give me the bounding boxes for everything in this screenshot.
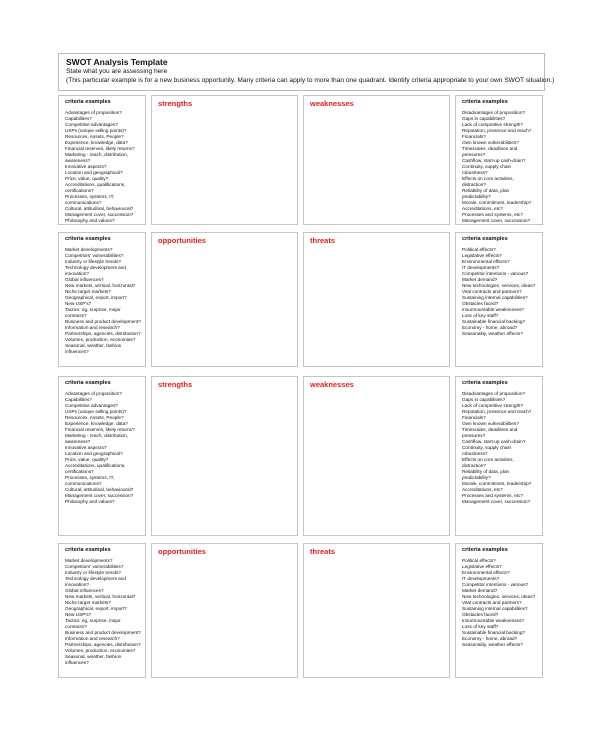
strengths-criteria-box xyxy=(58,376,146,536)
criteria-item: Effects on core activities, xyxy=(462,176,514,181)
weaknesses-box[interactable] xyxy=(303,95,450,225)
criteria-item: Environmental effects? xyxy=(462,259,510,264)
criteria-item: Competitors' vulnerabilities? xyxy=(65,253,124,258)
criteria-item: Loss of key staff? xyxy=(462,313,499,318)
criteria-item: Volumes, production, economies? xyxy=(65,337,136,342)
opportunities-criteria-box xyxy=(58,543,146,678)
criteria-item: pressures? xyxy=(462,152,486,157)
criteria-item: Market developments? xyxy=(65,558,113,563)
strengths-box[interactable] xyxy=(151,376,298,536)
criteria-item: Business and product development? xyxy=(65,630,141,635)
header-box xyxy=(58,53,555,91)
criteria-item: Partnerships, agencies, distribution? xyxy=(65,642,141,647)
opportunities-box[interactable] xyxy=(151,543,298,678)
criteria-item: Sustaining internal capabilities? xyxy=(462,295,528,300)
criteria-item: Reliability of data, plan xyxy=(462,188,510,193)
criteria-item: Effects on core activities, xyxy=(462,457,514,462)
threats-criteria-box xyxy=(455,543,543,678)
criteria-heading: criteria examples xyxy=(65,236,111,242)
criteria-item: Innovative aspects? xyxy=(65,164,107,169)
criteria-item: Price, value, quality? xyxy=(65,176,109,181)
criteria-item: Geographical, export, import? xyxy=(65,295,127,300)
criteria-item: Industry or lifestyle trends? xyxy=(65,570,122,575)
criteria-item: Seasonal, weather, fashion xyxy=(65,654,122,659)
opportunities-criteria-list xyxy=(65,247,139,355)
criteria-item: Marketing - reach, distribution, xyxy=(65,152,129,157)
criteria-item: Processes and systems, etc? xyxy=(462,493,523,498)
criteria-item: Morale, commitment, leadership? xyxy=(462,200,532,205)
threats-box[interactable] xyxy=(303,232,450,367)
criteria-item: Volumes, production, economies? xyxy=(65,648,136,653)
criteria-item: pressures? xyxy=(462,433,486,438)
criteria-item: USPs (unique selling points)? xyxy=(65,409,127,414)
criteria-item: distraction? xyxy=(462,463,486,468)
criteria-item: Location and geographical? xyxy=(65,170,123,175)
criteria-item: innovation? xyxy=(65,271,89,276)
criteria-item: Financials? xyxy=(462,134,486,139)
criteria-item: Insurmountable weaknesses? xyxy=(462,618,525,623)
criteria-item: Resources, Assets, People? xyxy=(65,415,124,420)
criteria-item: influences? xyxy=(65,660,89,665)
criteria-item: Financial reserves, likely returns? xyxy=(65,146,135,151)
criteria-item: Cashflow, start-up cash-drain? xyxy=(462,439,526,444)
criteria-item: Market demand? xyxy=(462,588,498,593)
criteria-item: Continuity, supply chain xyxy=(462,164,512,169)
criteria-item: New markets, vertical, horizontal? xyxy=(65,283,136,288)
criteria-item: Experience, knowledge, data? xyxy=(65,421,128,426)
criteria-heading: criteria examples xyxy=(462,380,508,386)
criteria-item: awareness? xyxy=(65,439,91,444)
threats-criteria-box xyxy=(455,232,543,367)
criteria-item: Seasonality, weather effects? xyxy=(462,331,523,336)
criteria-item: Seasonal, weather, fashion xyxy=(65,343,122,348)
criteria-item: Information and research? xyxy=(65,325,120,330)
criteria-item: Own known vulnerabilities? xyxy=(462,421,519,426)
criteria-item: Reputation, presence and reach? xyxy=(462,409,532,414)
criteria-item: certifications? xyxy=(65,188,94,193)
opportunities-box[interactable] xyxy=(151,232,298,367)
criteria-item: Location and geographical? xyxy=(65,451,123,456)
criteria-item: Management cover, succession? xyxy=(462,218,531,223)
criteria-item: Technology development and xyxy=(65,576,126,581)
criteria-item: Financials? xyxy=(462,415,486,420)
criteria-heading: criteria examples xyxy=(462,99,508,105)
criteria-item: Partnerships, agencies, distribution? xyxy=(65,331,141,336)
criteria-item: Loss of key staff? xyxy=(462,624,499,629)
criteria-item: Vital contracts and partners? xyxy=(462,289,522,294)
criteria-item: Morale, commitment, leadership? xyxy=(462,481,532,486)
criteria-item: Cultural, attitudinal, behavioural? xyxy=(65,487,134,492)
criteria-item: Philosophy and values? xyxy=(65,499,115,504)
criteria-item: Environmental effects? xyxy=(462,570,510,575)
criteria-item: Economy - home, abroad? xyxy=(462,636,518,641)
criteria-item: IT developments? xyxy=(462,576,500,581)
criteria-item: Global influences? xyxy=(65,277,104,282)
criteria-item: predictability? xyxy=(462,194,491,199)
threats-box[interactable] xyxy=(303,543,450,678)
criteria-item: Sustainable financial backing? xyxy=(462,630,526,635)
criteria-item: Sustainable financial backing? xyxy=(462,319,526,324)
criteria-item: Reliability of data, plan xyxy=(462,469,510,474)
threats-criteria-list xyxy=(462,558,536,648)
criteria-item: Gaps in capabilities? xyxy=(462,116,506,121)
weaknesses-criteria-list xyxy=(462,110,536,224)
criteria-heading: criteria examples xyxy=(462,236,508,242)
criteria-item: influences? xyxy=(65,349,89,354)
criteria-item: Insurmountable weaknesses? xyxy=(462,307,525,312)
criteria-item: Vital contracts and partners? xyxy=(462,600,522,605)
criteria-heading: criteria examples xyxy=(462,547,508,553)
instruction-note: (This particular example is for a new business opportunity. Many criteria can apply to more than one quadrant. Identify criteria appropriate to your own SWOT situation.) xyxy=(66,77,555,84)
criteria-item: Own known vulnerabilities? xyxy=(462,140,519,145)
criteria-item: Innovative aspects? xyxy=(65,445,107,450)
page-title: SWOT Analysis Template xyxy=(66,57,168,67)
criteria-item: Competitors' vulnerabilities? xyxy=(65,564,124,569)
criteria-item: Competitive advantages? xyxy=(65,403,118,408)
criteria-item: certifications? xyxy=(65,469,94,474)
criteria-item: Advantages of proposition? xyxy=(65,391,122,396)
threats-title: threats xyxy=(310,236,336,245)
criteria-item: communications? xyxy=(65,481,102,486)
threats-criteria-list xyxy=(462,247,536,337)
criteria-item: robustness? xyxy=(462,451,488,456)
criteria-item: Geographical, export, import? xyxy=(65,606,127,611)
criteria-item: Processes and systems, etc? xyxy=(462,212,523,217)
criteria-item: Continuity, supply chain xyxy=(462,445,512,450)
strengths-criteria-list xyxy=(65,391,139,505)
criteria-item: Accreditations, qualifications, xyxy=(65,182,126,187)
criteria-item: innovation? xyxy=(65,582,89,587)
criteria-item: Political effects? xyxy=(462,247,496,252)
strengths-title: strengths xyxy=(158,380,193,389)
criteria-item: USPs (unique selling points)? xyxy=(65,128,127,133)
weaknesses-title: weaknesses xyxy=(310,99,354,108)
criteria-item: Market developments? xyxy=(65,247,113,252)
criteria-item: New USP's? xyxy=(65,612,92,617)
criteria-item: Disadvantages of proposition? xyxy=(462,391,526,396)
criteria-item: Timescales, deadlines and xyxy=(462,427,518,432)
criteria-item: Experience, knowledge, data? xyxy=(65,140,128,145)
criteria-item: Accreditations, etc? xyxy=(462,487,503,492)
criteria-item: Legislative effects? xyxy=(462,564,502,569)
criteria-item: Financial reserves, likely returns? xyxy=(65,427,135,432)
criteria-item: Market demand? xyxy=(462,277,498,282)
criteria-item: Philosophy and values? xyxy=(65,218,115,223)
assessment-subject: State what you are assessing here xyxy=(66,68,168,75)
criteria-item: Gaps in capabilities? xyxy=(462,397,506,402)
opportunities-criteria-box xyxy=(58,232,146,367)
criteria-item: Technology development and xyxy=(65,265,126,270)
criteria-item: Management cover, succession? xyxy=(65,212,134,217)
criteria-item: New technologies, services, ideas? xyxy=(462,283,536,288)
criteria-item: Marketing - reach, distribution, xyxy=(65,433,129,438)
criteria-item: Niche target markets? xyxy=(65,289,111,294)
criteria-item: Price, value, quality? xyxy=(65,457,109,462)
weaknesses-criteria-box xyxy=(455,95,543,225)
strengths-criteria-list xyxy=(65,110,139,224)
criteria-item: predictability? xyxy=(462,475,491,480)
criteria-item: Political effects? xyxy=(462,558,496,563)
criteria-item: Competitor intentions - various? xyxy=(462,271,529,276)
criteria-item: Processes, systems, IT, xyxy=(65,475,115,480)
criteria-item: New technologies, services, ideas? xyxy=(462,594,536,599)
criteria-item: awareness? xyxy=(65,158,91,163)
criteria-item: Advantages of proposition? xyxy=(65,110,122,115)
criteria-item: contracts? xyxy=(65,313,87,318)
criteria-item: Accreditations, etc? xyxy=(462,206,503,211)
criteria-item: Resources, Assets, People? xyxy=(65,134,124,139)
criteria-heading: criteria examples xyxy=(65,547,111,553)
weaknesses-criteria-list xyxy=(462,391,536,505)
strengths-title: strengths xyxy=(158,99,193,108)
criteria-item: Legislative effects? xyxy=(462,253,502,258)
criteria-item: Global influences? xyxy=(65,588,104,593)
criteria-item: Capabilities? xyxy=(65,397,92,402)
criteria-item: Sustaining internal capabilities? xyxy=(462,606,528,611)
threats-title: threats xyxy=(310,547,336,556)
criteria-heading: criteria examples xyxy=(65,380,111,386)
criteria-item: New markets, vertical, horizontal? xyxy=(65,594,136,599)
criteria-item: Competitor intentions - various? xyxy=(462,582,529,587)
opportunities-title: opportunities xyxy=(158,547,206,556)
criteria-item: Niche target markets? xyxy=(65,600,111,605)
criteria-item: Accreditations, qualifications, xyxy=(65,463,126,468)
opportunities-title: opportunities xyxy=(158,236,206,245)
criteria-item: Business and product development? xyxy=(65,319,141,324)
criteria-item: Cashflow, start-up cash-drain? xyxy=(462,158,526,163)
weaknesses-title: weaknesses xyxy=(310,380,354,389)
criteria-item: Tactics: eg, surprise, major xyxy=(65,307,121,312)
criteria-item: Capabilities? xyxy=(65,116,92,121)
criteria-item: distraction? xyxy=(462,182,486,187)
criteria-item: communications? xyxy=(65,200,102,205)
criteria-item: Timescales, deadlines and xyxy=(462,146,518,151)
criteria-item: Economy - home, abroad? xyxy=(462,325,518,330)
criteria-item: Obstacles faced? xyxy=(462,612,499,617)
criteria-item: Tactics: eg, surprise, major xyxy=(65,618,121,623)
criteria-item: IT developments? xyxy=(462,265,500,270)
criteria-item: Information and research? xyxy=(65,636,120,641)
criteria-item: robustness? xyxy=(462,170,488,175)
criteria-item: Industry or lifestyle trends? xyxy=(65,259,122,264)
criteria-item: Disadvantages of proposition? xyxy=(462,110,526,115)
criteria-item: Cultural, attitudinal, behavioural? xyxy=(65,206,134,211)
criteria-item: Lack of competitive strength? xyxy=(462,122,523,127)
criteria-item: Obstacles faced? xyxy=(462,301,499,306)
strengths-box[interactable] xyxy=(151,95,298,225)
weaknesses-criteria-box xyxy=(455,376,543,536)
criteria-item: Seasonality, weather effects? xyxy=(462,642,523,647)
criteria-heading: criteria examples xyxy=(65,99,111,105)
criteria-item: New USP's? xyxy=(65,301,92,306)
criteria-item: Management cover, succession? xyxy=(462,499,531,504)
criteria-item: Lack of competitive strength? xyxy=(462,403,523,408)
criteria-item: Management cover, succession? xyxy=(65,493,134,498)
opportunities-criteria-list xyxy=(65,558,139,666)
criteria-item: Processes, systems, IT, xyxy=(65,194,115,199)
criteria-item: contracts? xyxy=(65,624,87,629)
weaknesses-box[interactable] xyxy=(303,376,450,536)
criteria-item: Competitive advantages? xyxy=(65,122,118,127)
criteria-item: Reputation, presence and reach? xyxy=(462,128,532,133)
strengths-criteria-box xyxy=(58,95,146,225)
